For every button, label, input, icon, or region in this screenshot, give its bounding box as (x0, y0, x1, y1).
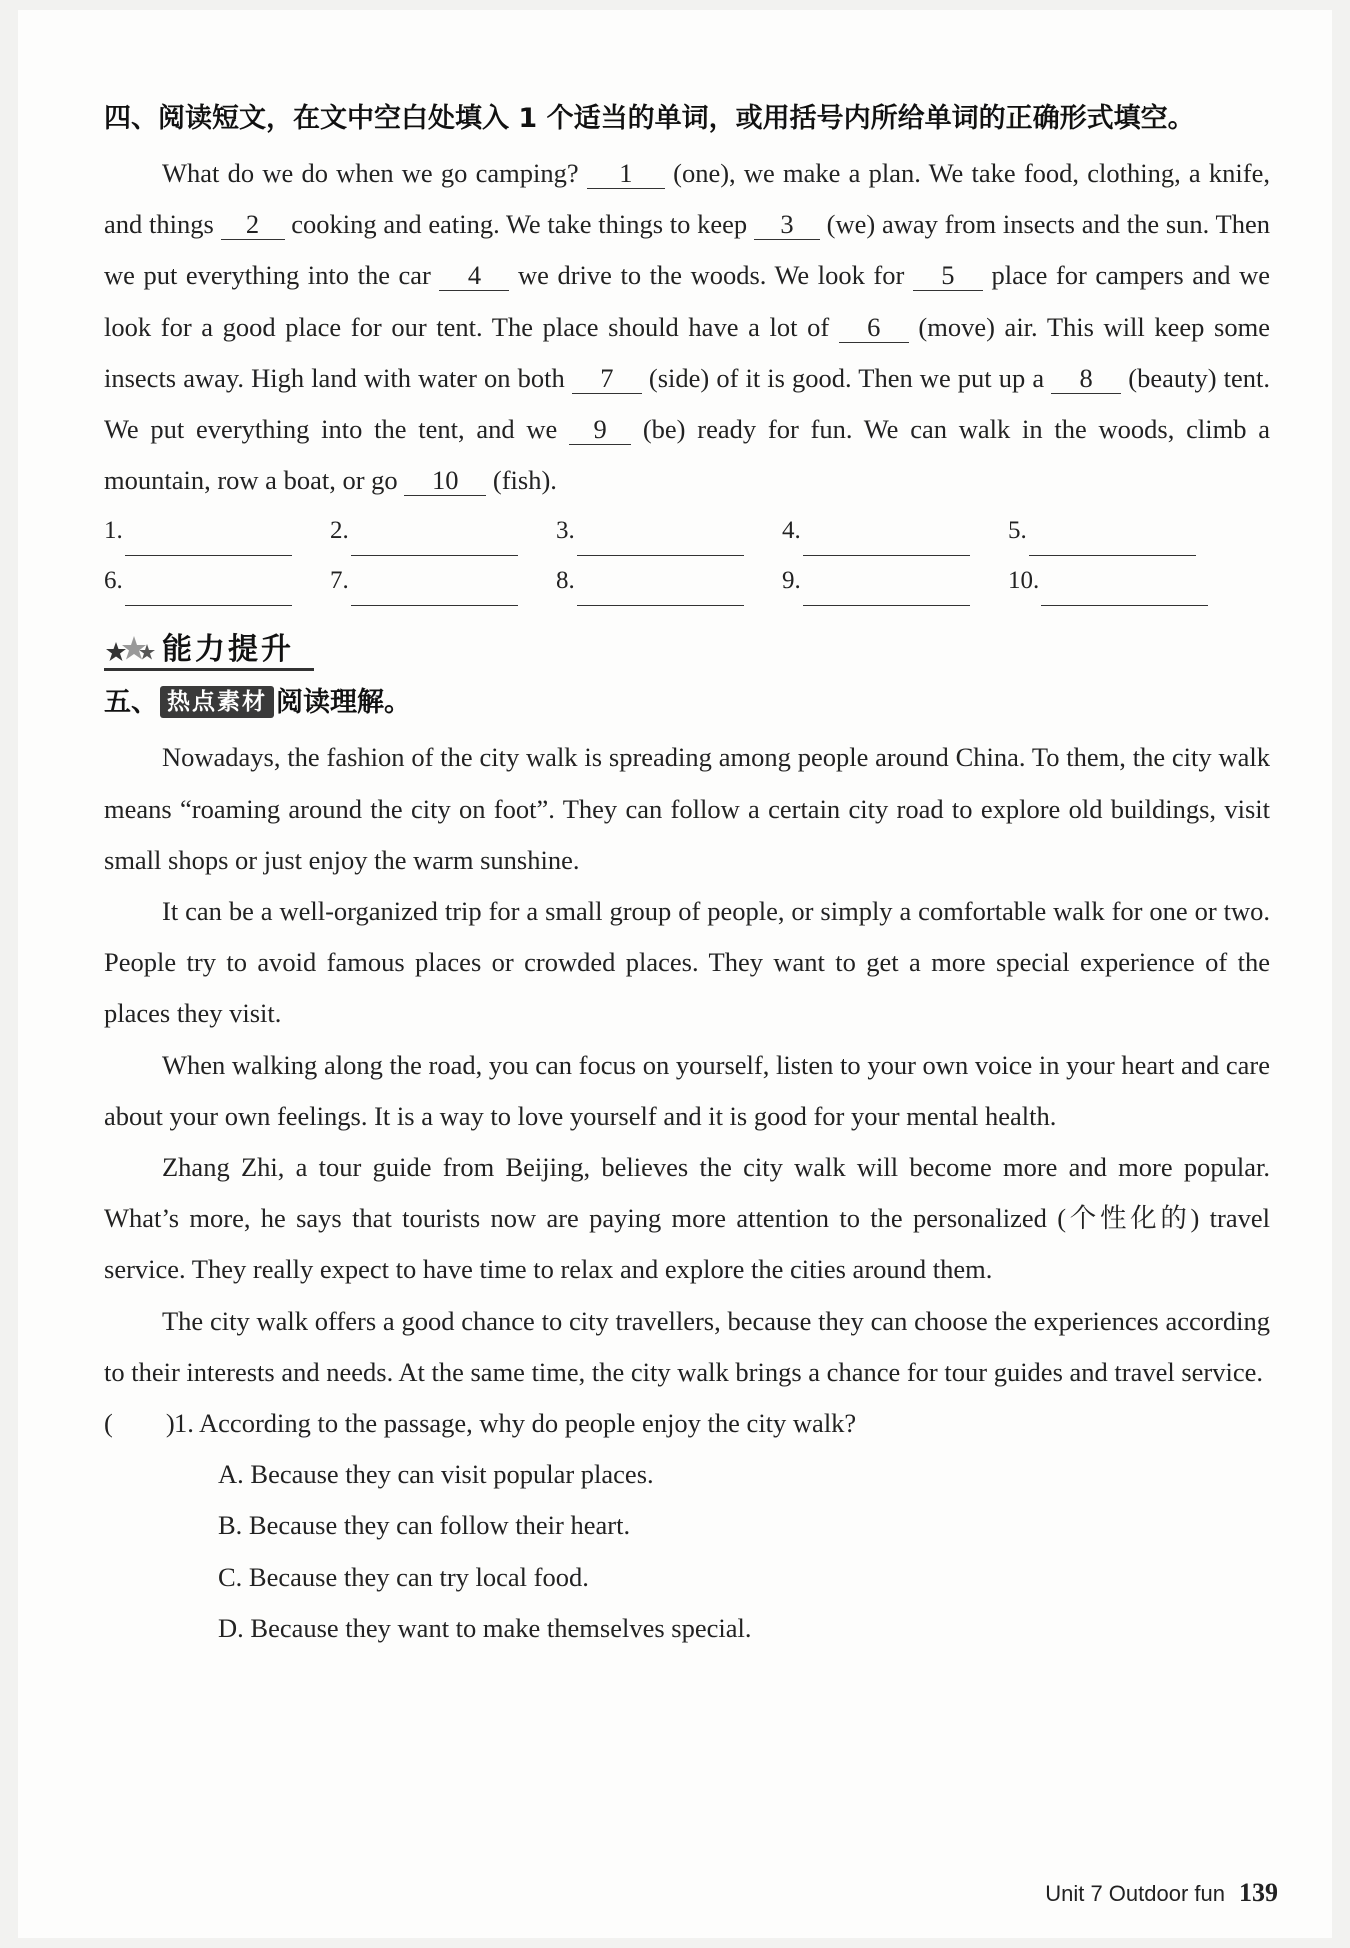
answer-label: 7. (330, 567, 349, 595)
hot-topic-badge: 热点素材 (160, 686, 274, 718)
option-c: C. Because they can try local food. (218, 1561, 589, 1592)
page-number: 139 (1239, 1878, 1278, 1907)
cloze-passage: What do we do when we go camping? 1 (one), we make a plan. We take food, clothing, a knife, and things 2 cooking and eating. We take things to keep 3 (we) away from insects and the sun. Then we put everything into the car 4 we drive to the woods. We look for 5 place for campers and we look for a good place for our tent. The place should have a lot of 6 (move) air. This will keep some insects away. High land with water on both 7 (side) of it is good. Then we put up a 8 (beauty) tent. We put everything into the tent, and we 9 (be) ready for fun. We can walk in the woods, climb a mountain, row a boat, or go 10 (fish). (104, 158, 1270, 496)
answer-line-2[interactable] (351, 521, 518, 556)
answer-line-7[interactable] (351, 571, 518, 606)
answer-label: 8. (556, 567, 575, 595)
answer-line-6[interactable] (125, 571, 292, 606)
reading-paragraph-5: The city walk offers a good chance to city travellers, because they can choose the experiences according to their interests and needs. At the same time, the city walk brings a chance for tour guides and travel service. (104, 1305, 1270, 1387)
answer-cell (104, 556, 330, 606)
blank-2: 2 (221, 209, 285, 240)
answer-line-4[interactable] (803, 521, 970, 556)
blank-5: 5 (913, 260, 983, 291)
answer-line-1[interactable] (125, 521, 292, 556)
answer-label: 10. (1008, 567, 1040, 595)
answer-cell (782, 506, 1008, 556)
reading-paragraph-4: Zhang Zhi, a tour guide from Beijing, believes the city walk will become more and more popular. What’s more, he says that tourists now are paying more attention to the personalized (个性化的) travel service. They really expect to have time to relax and explore the cities around them. (104, 1152, 1270, 1285)
answer-label: 4. (782, 517, 801, 545)
answer-cell (330, 506, 556, 556)
blank-6: 6 (839, 312, 909, 343)
section5-title: 五、 热点素材 阅读理解。 (104, 687, 411, 719)
answer-line-3[interactable] (577, 521, 744, 556)
answer-cell (556, 506, 782, 556)
workbook-page (18, 10, 1332, 1938)
blank-8: 8 (1051, 363, 1121, 394)
answer-cell (330, 556, 556, 606)
question-1 (104, 1398, 1270, 1449)
blank-10: 10 (404, 465, 486, 496)
answer-cell (104, 506, 330, 556)
answer-label: 1. (104, 517, 123, 545)
answer-line-8[interactable] (577, 571, 744, 606)
reading-paragraph-1: Nowadays, the fashion of the city walk is spreading among people around China. To them, the city walk means “roaming around the city on foot”. They can follow a certain city road to explore old buildings, visit small shops or just enjoy the warm sunshine. (104, 742, 1270, 875)
answer-label: 3. (556, 517, 575, 545)
blank-9: 9 (569, 414, 631, 445)
answer-label: 9. (782, 567, 801, 595)
blank-7: 7 (572, 363, 642, 394)
answer-row-2 (104, 556, 1270, 606)
blank-1: 1 (587, 158, 665, 189)
answer-label: 6. (104, 567, 123, 595)
answer-label: 2. (330, 517, 349, 545)
answer-line-5[interactable] (1029, 521, 1196, 556)
answer-cell (1008, 506, 1234, 556)
answer-cell (1008, 556, 1234, 606)
blank-3: 3 (754, 209, 820, 240)
stars-icon (104, 634, 156, 668)
page-footer (988, 1878, 1278, 1908)
answer-cell (782, 556, 1008, 606)
blank-4: 4 (439, 260, 509, 291)
answer-line-9[interactable] (803, 571, 970, 606)
question-1-text: 1. According to the passage, why do people enjoy the city walk? (174, 1408, 857, 1439)
answer-line-10[interactable] (1041, 571, 1208, 606)
answer-parentheses[interactable]: ( ) (104, 1408, 175, 1439)
page-content (104, 96, 1270, 1654)
ability-title: 能力提升 (162, 632, 294, 668)
option-d: D. Because they want to make themselves special. (218, 1612, 752, 1643)
ability-heading (104, 620, 1270, 674)
reading-paragraph-2: It can be a well-organized trip for a small group of people, or simply a comfortable walk for one or two. People try to avoid famous places or crowded places. They want to get a more special experience of the places they visit. (104, 896, 1270, 1029)
option-b: B. Because they can follow their heart. (218, 1510, 631, 1541)
section4-title: 四、阅读短文，在文中空白处填入 1 个适当的单词，或用括号内所给单词的正确形式填空。 (104, 103, 1195, 134)
heading-underline (104, 668, 314, 671)
answer-label: 5. (1008, 517, 1027, 545)
answer-cell (556, 556, 782, 606)
option-a: A. Because they can visit popular places. (218, 1459, 654, 1490)
unit-label: Unit 7 Outdoor fun (1045, 1881, 1225, 1906)
reading-paragraph-3: When walking along the road, you can focus on yourself, listen to your own voice in your heart and care about your own feelings. It is a way to love yourself and it is good for your mental health. (104, 1049, 1270, 1131)
answer-row-1 (104, 506, 1270, 556)
